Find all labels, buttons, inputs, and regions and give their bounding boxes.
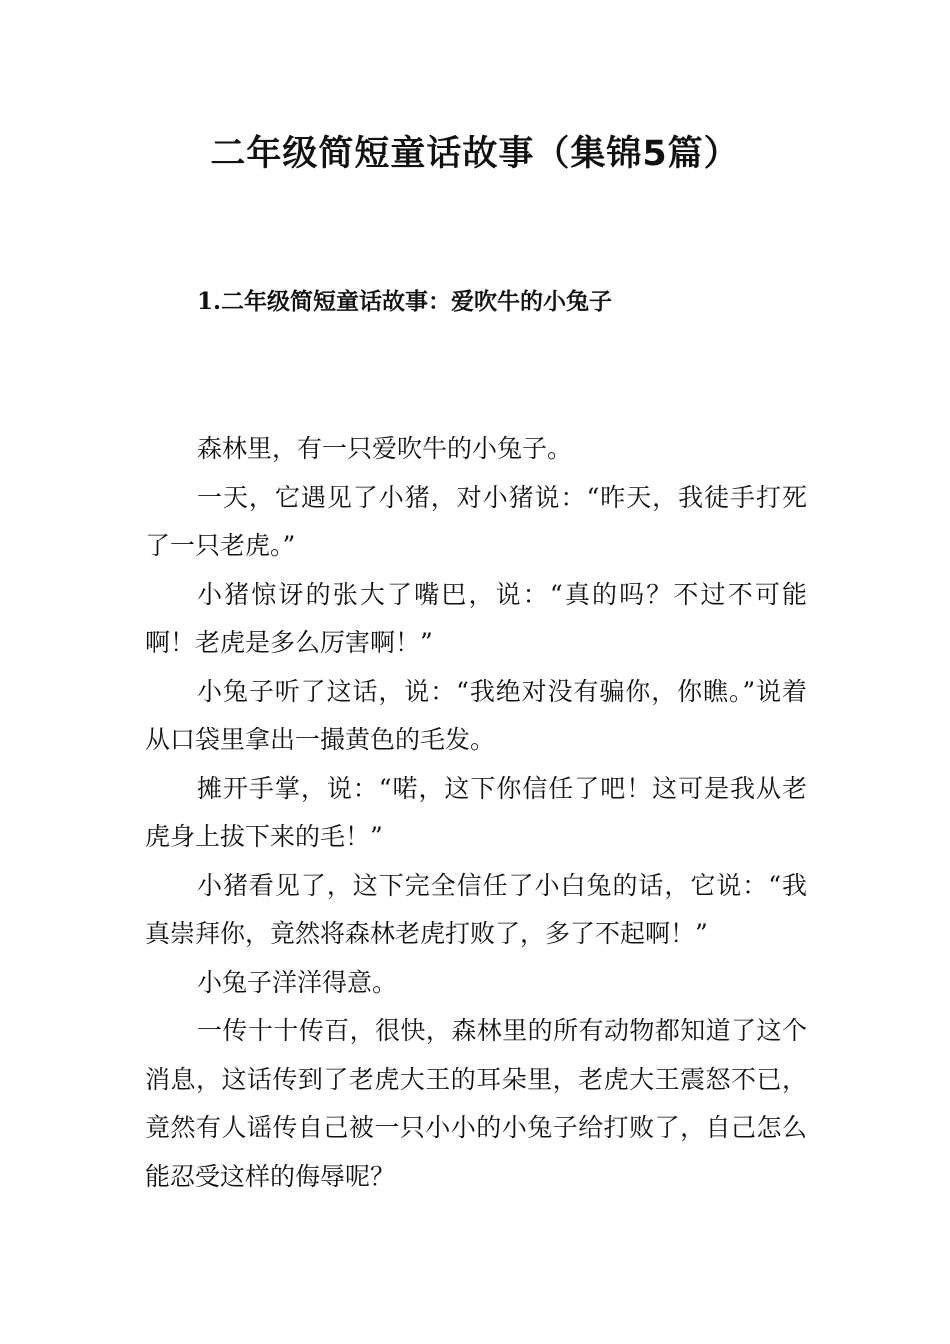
paragraph: 一天，它遇见了小猪，对小猪说：“昨天，我徒手打死了一只老虎。” [145,482,807,560]
paragraph: 小兔子听了这话，说：“我绝对没有骗你，你瞧。”说着从口袋里拿出一撮黄色的毛发。 [145,676,807,754]
section-heading: 1.二年级简短童话故事：爱吹牛的小兔子 [197,288,613,315]
paragraph: 小猪看见了，这下完全信任了小白兔的话，它说：“我真崇拜你，竟然将森林老虎打败了，多了不起啊！” [145,870,807,948]
paragraph: 小猪惊讶的张大了嘴巴，说：“真的吗？不过不可能啊！老虎是多么厉害啊！” [145,579,807,657]
story-body [145,425,807,1201]
paragraph: 小兔子洋洋得意。 [197,967,398,997]
paragraph: 摊开手掌，说：“喏，这下你信任了吧！这可是我从老虎身上拔下来的毛！” [145,773,807,851]
paragraph: 一传十十传百，很快，森林里的所有动物都知道了这个消息，这话传到了老虎大王的耳朵里，老虎大王震怒不已，竟然有人谣传自己被一只小小的小兔子给打败了，自己怎么能忍受这样的侮辱呢？ [145,1016,807,1191]
paragraph: 森林里，有一只爱吹牛的小兔子。 [197,434,573,463]
document-title: 二年级简短童话故事（集锦5篇） [210,134,740,174]
